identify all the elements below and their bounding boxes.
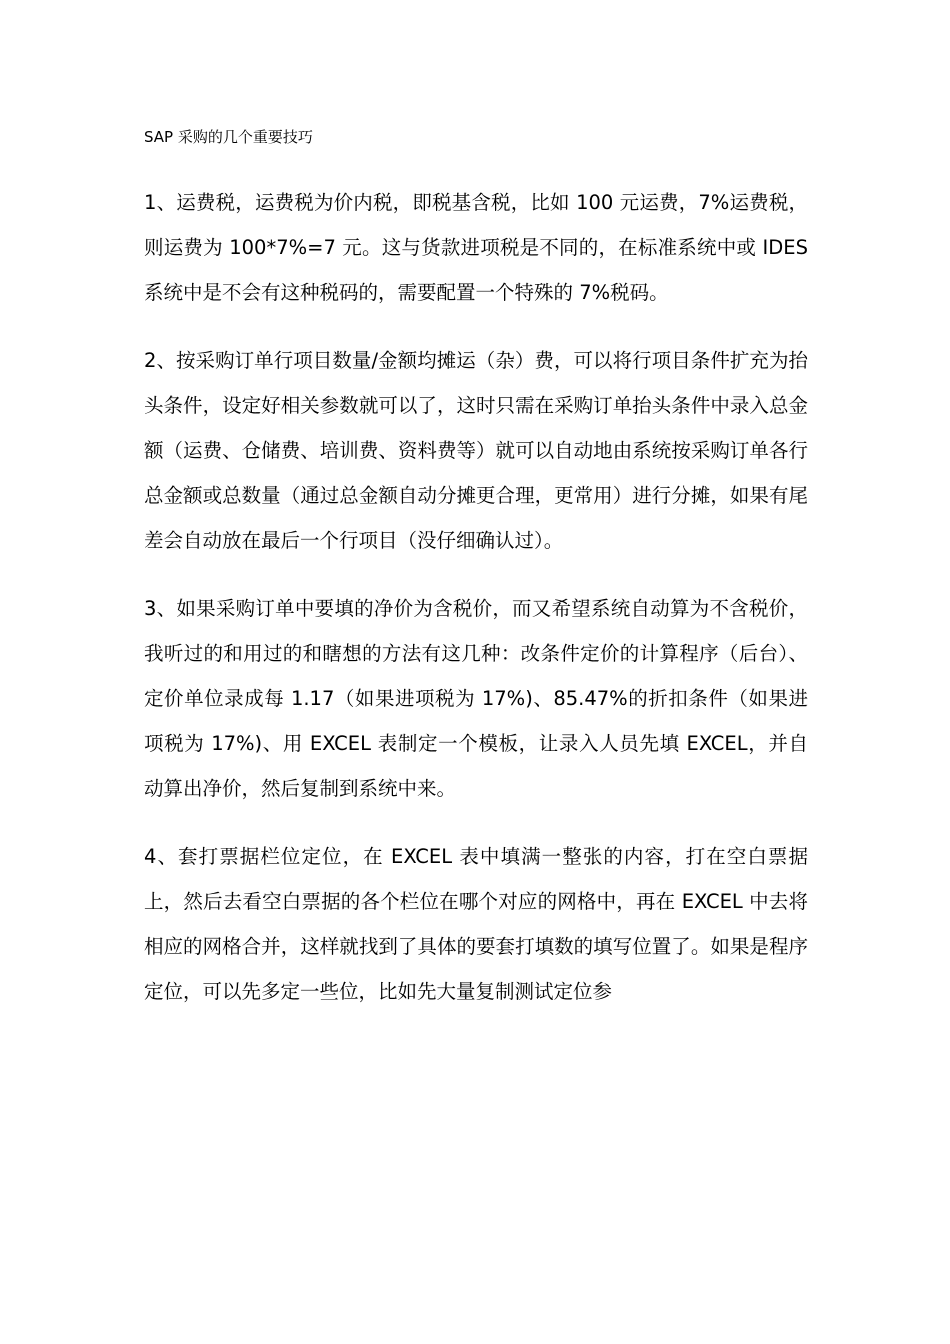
paragraph-3: 3、如果采购订单中要填的净价为含税价，而又希望系统自动算为不含税价，我听过的和用过的和瞎想的方法有这几种：改条件定价的计算程序（后台）、定价单位录成每 1.17（如果进项税为 17%)、85.47%的折扣条件（如果进项税为 17%)、用 EXCEL 表制定一个模板，让录入人员先填 EXCEL，并自动算出净价，然后复制到系统中来。: [144, 597, 808, 800]
paragraph-1: 1、运费税，运费税为价内税，即税基含税，比如 100 元运费，7%运费税，则运费为 100*7%=7 元。这与货款进项税是不同的，在标准系统中或 IDES 系统中是不会有这种税码的，需要配置一个特殊的 7%税码。: [144, 191, 808, 304]
document-body: [144, 180, 808, 1037]
paragraph-4: 4、套打票据栏位定位，在 EXCEL 表中填满一整张的内容，打在空白票据上，然后去看空白票据的各个栏位在哪个对应的网格中，再在 EXCEL 中去将相应的网格合并，这样就找到了具体的要套打填数的填写位置了。如果是程序定位，可以先多定一些位，比如先大量复制测试定位参: [144, 845, 808, 1003]
document-title: SAP 采购的几个重要技巧: [144, 128, 313, 146]
paragraph-2: 2、按采购订单行项目数量/金额均摊运（杂）费，可以将行项目条件扩充为抬头条件，设定好相关参数就可以了，这时只需在采购订单抬头条件中录入总金额（运费、仓储费、培训费、资料费等）就可以自动地由系统按采购订单各行总金额或总数量（通过总金额自动分摊更合理，更常用）进行分摊，如果有尾差会自动放在最后一个行项目（没仔细确认过）。: [144, 349, 808, 552]
